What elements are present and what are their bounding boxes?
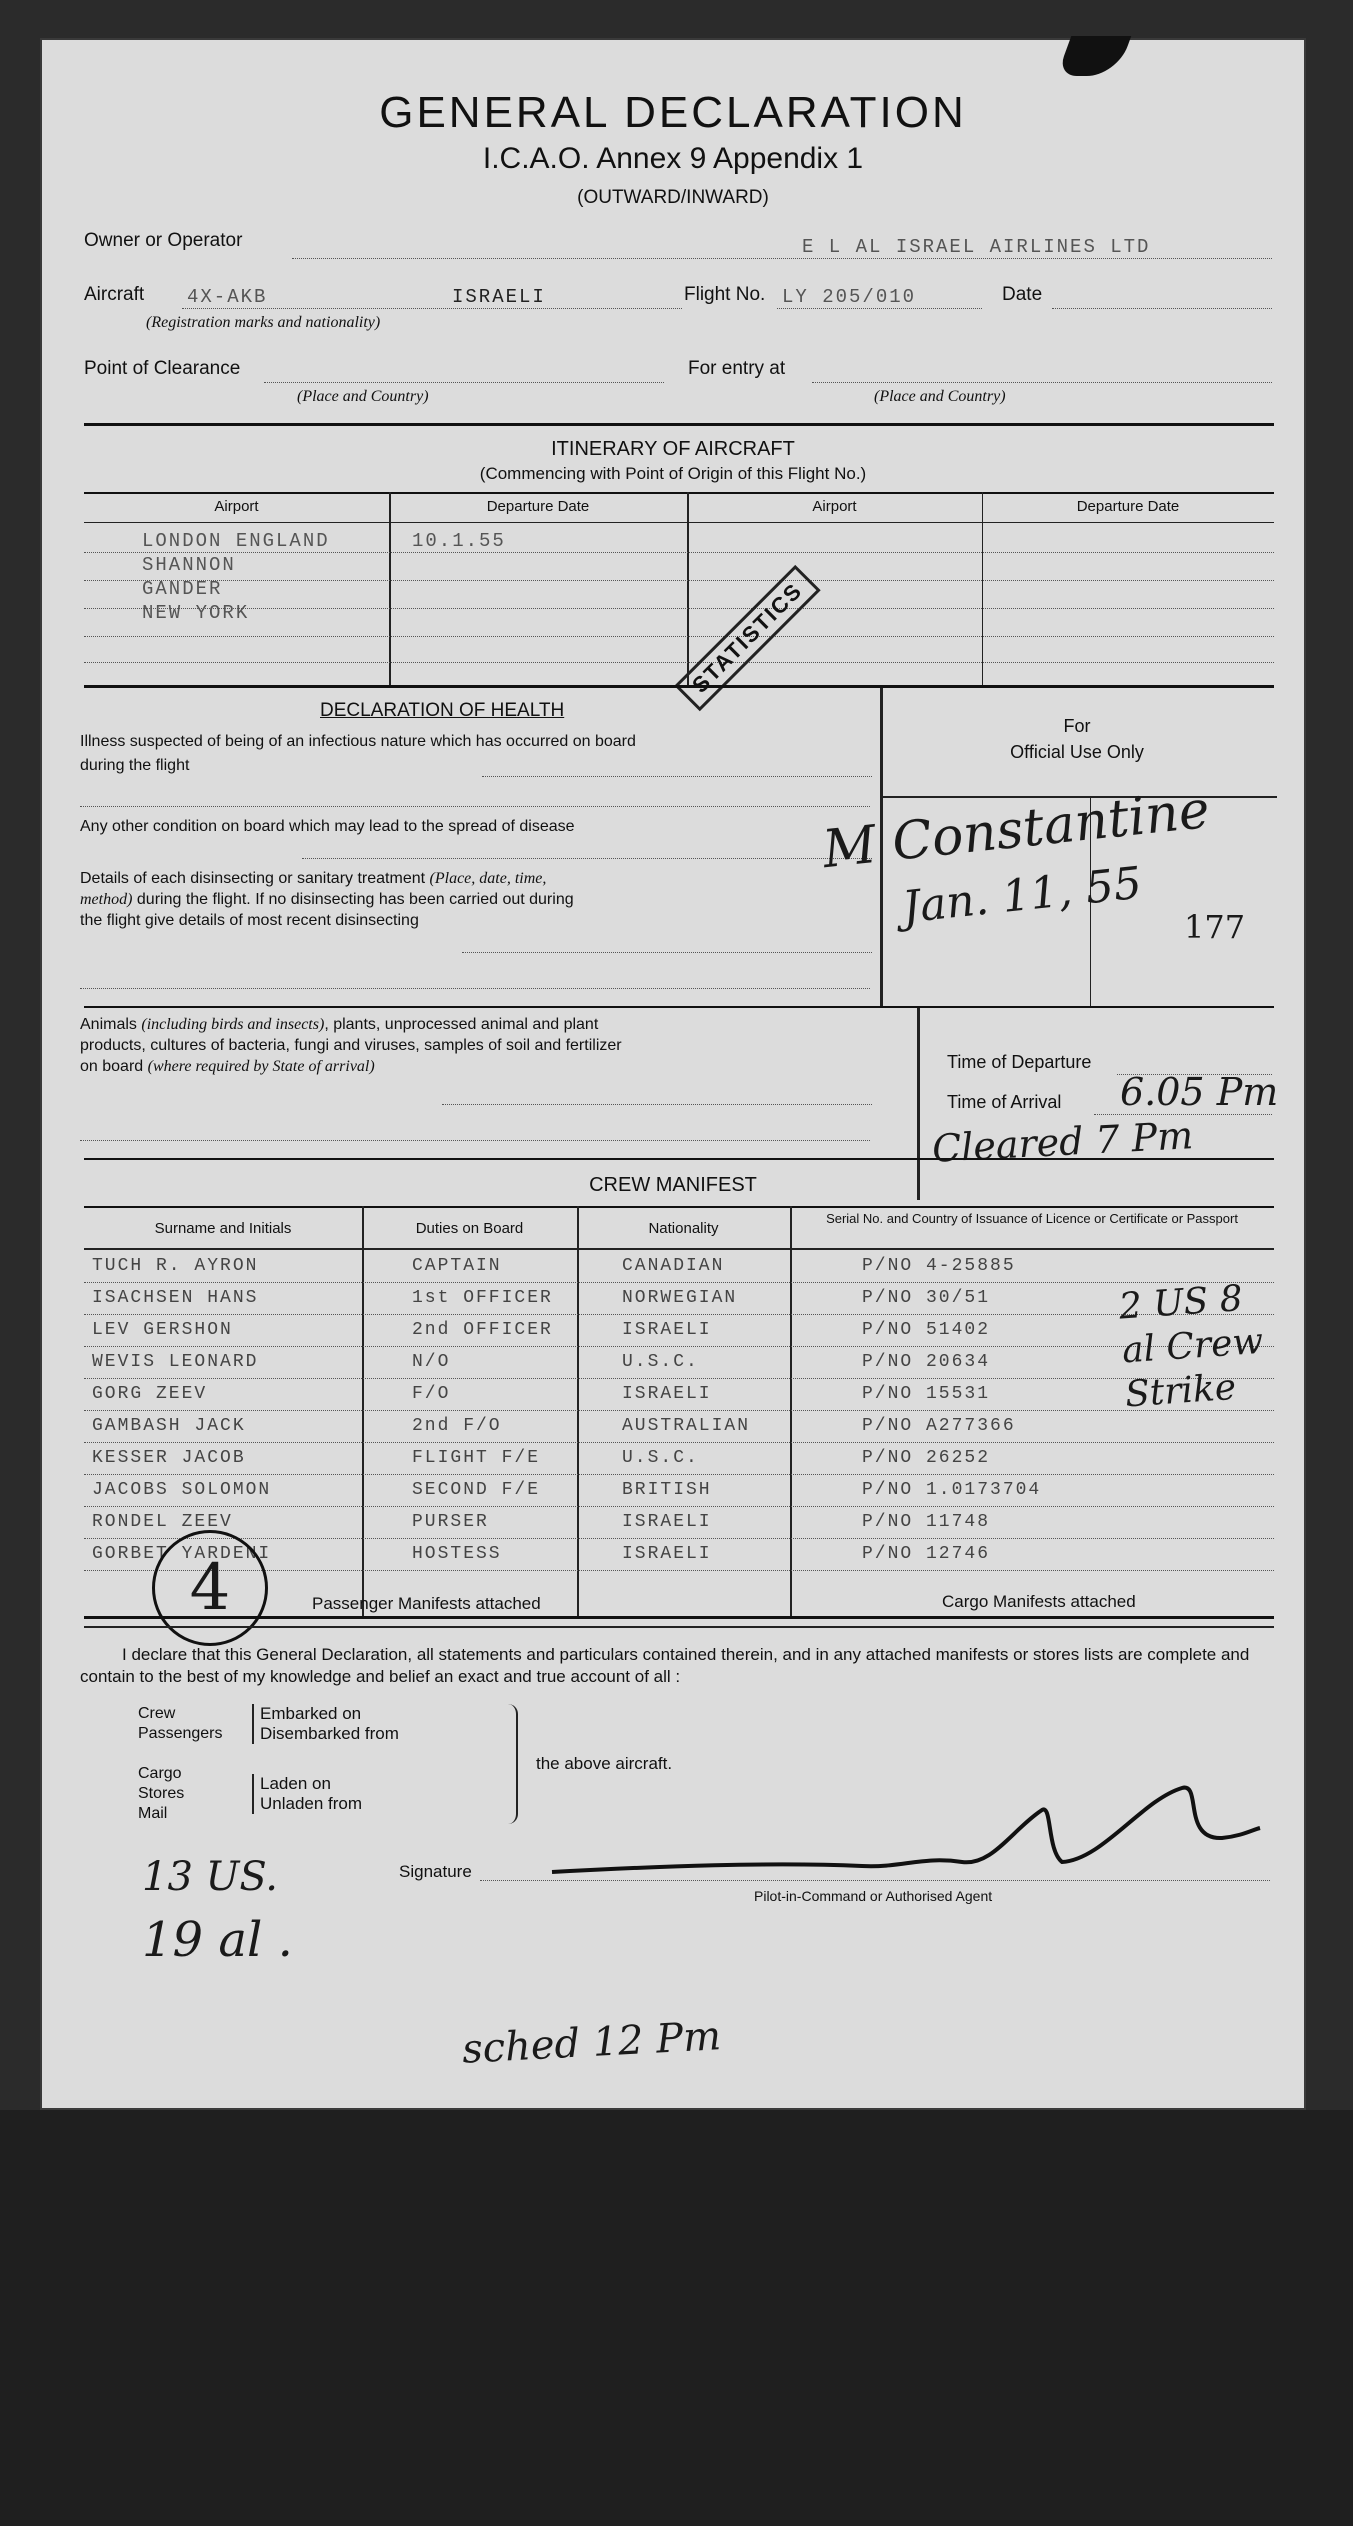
crew-duty: FLIGHT F/E [412, 1448, 541, 1468]
official-date: Jan. 11, 55 [899, 857, 1145, 934]
crew-surname: GORBET YARDENI [92, 1544, 272, 1564]
crew-surname: GORG ZEEV [92, 1384, 208, 1404]
divider [84, 1626, 1274, 1628]
crew-surname: ISACHSEN HANS [92, 1288, 259, 1308]
crew-duty: PURSER [412, 1512, 489, 1532]
crew-surname: TUCH R. AYRON [92, 1256, 259, 1276]
aircraft-label: Aircraft [84, 284, 145, 305]
crew-serial: P/NO A277366 [862, 1416, 1016, 1436]
torn-corner [1057, 36, 1132, 76]
answer-line [302, 858, 872, 859]
aircraft-reg: 4X-AKB [187, 286, 268, 308]
col-airport-2: Airport [812, 498, 857, 515]
declaration-text: I declare that this General Declaration, all statements and particulars contained therein, and in any attached manifests or stores lists are complete and contain to the best of my knowledge and belief an exact and true account of all : [80, 1645, 1250, 1686]
divider [84, 1248, 1274, 1250]
arrival-time-value: 6.05 Pm [1120, 1070, 1279, 1114]
col-surname: Surname and Initials [154, 1220, 292, 1237]
animals-c: , plants, unprocessed animal and plant products, cultures of bacteria, fungi and viruses, samples of soil and fertilizer on board [80, 1016, 622, 1075]
row-line [84, 608, 1274, 609]
passenger-manifests-label: Passenger Manifests attached [312, 1594, 541, 1613]
crew-serial: P/NO 26252 [862, 1448, 991, 1468]
entry-line [812, 382, 1272, 383]
circled-number-value: 4 [189, 1551, 231, 1625]
crew-duty: N/O [412, 1352, 451, 1372]
table-row [42, 1480, 1304, 1504]
crew-surname: JACOBS SOLOMON [92, 1480, 272, 1500]
direction-label: (OUTWARD/INWARD) [577, 187, 769, 208]
arrival-time-label: Time of Arrival [947, 1092, 1062, 1112]
row-line [84, 1314, 1274, 1315]
answer-line [442, 1104, 872, 1105]
col-nationality: Nationality [648, 1220, 719, 1237]
health-q3-c: during the flight. If no disinsecting has been carried out during the flight give details of most recent disinsecting [80, 891, 574, 929]
hand-13us: 13 US. [142, 1854, 279, 1900]
itinerary-departure-date: 10.1.55 [412, 530, 506, 552]
clearance-sub: (Place and Country) [297, 388, 429, 405]
health-q2: Any other condition on board which may lead to the spread of disease [80, 818, 575, 835]
declaration-above: the above aircraft. [536, 1754, 673, 1773]
crew-surname: WEVIS LEONARD [92, 1352, 259, 1372]
divider [84, 1206, 1274, 1208]
table-row [42, 1256, 1304, 1280]
answer-line [462, 952, 872, 953]
owner-line [292, 258, 1272, 259]
cleared-note: Cleared 7 Pm [931, 1113, 1195, 1171]
animals-b: (including birds and insects) [141, 1016, 325, 1033]
col-divider [982, 492, 983, 687]
declaration-crew-block [138, 1704, 223, 1744]
crew-serial: P/NO 20634 [862, 1352, 991, 1372]
row-line [84, 580, 1274, 581]
clearance-label: Point of Clearance [84, 358, 241, 379]
health-q3-a: Details of each disinsecting or sanitary treatment [80, 870, 426, 887]
crew-serial: P/NO 11748 [862, 1512, 991, 1532]
crew-nationality: U.S.C. [622, 1448, 699, 1468]
declaration-cargo: Cargo [138, 1765, 182, 1782]
cargo-manifests-label: Cargo Manifests attached [942, 1592, 1136, 1611]
col-departure-1: Departure Date [486, 498, 590, 515]
official-signature: M Constantine [819, 779, 1213, 881]
crew-surname: GAMBASH JACK [92, 1416, 246, 1436]
col-divider [687, 492, 689, 687]
table-row [42, 1320, 1304, 1344]
crew-serial: P/NO 4-25885 [862, 1256, 1016, 1276]
flight-label: Flight No. [684, 284, 766, 305]
date-line [1052, 308, 1272, 309]
signature-line [480, 1880, 1270, 1881]
declaration-crew: Crew [138, 1705, 176, 1722]
declaration-unladen: Unladen from [260, 1794, 363, 1813]
divider [84, 1158, 1274, 1160]
crew-nationality: U.S.C. [622, 1352, 699, 1372]
health-q3 [80, 868, 580, 931]
row-line [84, 1378, 1274, 1379]
crew-duty: F/O [412, 1384, 451, 1404]
official-sub: Official Use Only [1010, 742, 1144, 762]
row-line [84, 1282, 1274, 1283]
animals-d: (where required by State of arrival) [147, 1058, 375, 1075]
statistics-stamp: STATISTICS [674, 565, 820, 711]
answer-line [80, 988, 870, 989]
health-q3-b: (Place, date, time, method) [80, 870, 547, 908]
declaration-mail: Mail [138, 1805, 168, 1822]
declaration-embarked: Embarked on [260, 1704, 362, 1723]
declaration-passengers: Passengers [138, 1725, 223, 1742]
crew-annotation: 2 US 8 al Crew Strike [1117, 1278, 1265, 1416]
row-line [84, 1410, 1274, 1411]
col-departure-2: Departure Date [1076, 498, 1180, 515]
divider [84, 685, 1274, 688]
owner-value: E L AL ISRAEL AIRLINES LTD [802, 236, 1151, 258]
answer-line [482, 776, 872, 777]
crew-nationality: CANADIAN [622, 1256, 725, 1276]
itinerary-airport-3: GANDER [142, 578, 223, 600]
itinerary-subtitle: (Commencing with Point of Origin of this Flight No.) [479, 464, 867, 483]
col-serial: Serial No. and Country of Issuance of Licence or Certificate or Passport [826, 1211, 1238, 1226]
official-number: 177 [1184, 908, 1246, 946]
departure-time-label: Time of Departure [947, 1052, 1092, 1072]
crew-title: CREW MANIFEST [589, 1174, 757, 1196]
crew-serial: P/NO 15531 [862, 1384, 991, 1404]
crew-duty: HOSTESS [412, 1544, 502, 1564]
table-row [42, 1384, 1304, 1408]
page-title: GENERAL DECLARATION [379, 88, 967, 137]
document-page [42, 40, 1304, 2108]
signature-scrawl [542, 1770, 1262, 1880]
crew-surname: LEV GERSHON [92, 1320, 233, 1340]
aircraft-sub: (Registration marks and nationality) [146, 314, 381, 331]
owner-label: Owner or Operator [84, 230, 243, 251]
animals-a: Animals [80, 1016, 137, 1033]
bracket [508, 1704, 518, 1824]
divider [84, 1006, 1274, 1008]
official-title: For [1063, 716, 1091, 736]
crew-duty: SECOND F/E [412, 1480, 541, 1500]
crew-duty: 2nd F/O [412, 1416, 502, 1436]
itinerary-title: ITINERARY OF AIRCRAFT [551, 438, 795, 460]
declaration-disembarked: Disembarked from [260, 1724, 399, 1743]
date-label: Date [1002, 284, 1043, 305]
aircraft-nationality: ISRAELI [452, 286, 546, 308]
crew-nationality: ISRAELI [622, 1544, 712, 1564]
itinerary-airport-2: SHANNON [142, 554, 236, 576]
crew-serial: P/NO 30/51 [862, 1288, 991, 1308]
answer-line [80, 1140, 870, 1141]
entry-sub: (Place and Country) [874, 388, 1006, 405]
crew-duty: 1st OFFICER [412, 1288, 553, 1308]
flight-value: LY 205/010 [782, 286, 917, 308]
crew-nationality: NORWEGIAN [622, 1288, 738, 1308]
crew-nationality: ISRAELI [622, 1384, 712, 1404]
health-title: DECLARATION OF HEALTH [320, 700, 565, 721]
declaration-laden: Laden on [260, 1774, 331, 1793]
itinerary-airport-4: NEW YORK [142, 602, 250, 624]
row-line [84, 552, 1274, 553]
page-subtitle: I.C.A.O. Annex 9 Appendix 1 [482, 142, 864, 175]
table-row [42, 1416, 1304, 1440]
row-line [84, 1474, 1274, 1475]
signature-sub: Pilot-in-Command or Authorised Agent [754, 1888, 993, 1904]
crew-serial: P/NO 51402 [862, 1320, 991, 1340]
table-row [42, 1448, 1304, 1472]
row-line [84, 636, 1274, 637]
row-line [84, 1442, 1274, 1443]
row-line [84, 1346, 1274, 1347]
health-q1: Illness suspected of being of an infectious nature which has occurred on board during the flight [80, 733, 636, 774]
flight-line [777, 308, 982, 309]
entry-label: For entry at [688, 358, 786, 379]
crew-surname: RONDEL ZEEV [92, 1512, 233, 1532]
hand-sched: sched 12 Pm [460, 2013, 723, 2073]
row-line [84, 1506, 1274, 1507]
crew-nationality: BRITISH [622, 1480, 712, 1500]
crew-surname: KESSER JACOB [92, 1448, 246, 1468]
table-row [42, 1288, 1304, 1312]
crew-nationality: ISRAELI [622, 1512, 712, 1532]
crew-duty: CAPTAIN [412, 1256, 502, 1276]
col-duties: Duties on Board [415, 1220, 524, 1237]
col-airport-1: Airport [214, 498, 259, 515]
circled-number [152, 1530, 268, 1646]
col-divider [917, 1008, 920, 1200]
signature-label: Signature [399, 1862, 472, 1881]
row-line [84, 662, 1274, 663]
divider [84, 492, 1274, 494]
animals-text [80, 1014, 640, 1077]
crew-duty: 2nd OFFICER [412, 1320, 553, 1340]
answer-line [80, 806, 870, 807]
clearance-line [264, 382, 664, 383]
declaration-laden-block [252, 1774, 362, 1814]
background-bottom [0, 2110, 1353, 2526]
divider [84, 522, 1274, 523]
crew-serial: P/NO 12746 [862, 1544, 991, 1564]
crew-nationality: AUSTRALIAN [622, 1416, 751, 1436]
declaration-stores: Stores [138, 1785, 185, 1802]
divider [84, 423, 1274, 426]
crew-nationality: ISRAELI [622, 1320, 712, 1340]
declaration-cargo-block [138, 1764, 184, 1824]
col-divider [389, 492, 391, 687]
aircraft-line [182, 308, 682, 309]
itinerary-airport-1: LONDON ENGLAND [142, 530, 330, 552]
table-row [42, 1352, 1304, 1376]
crew-serial: P/NO 1.0173704 [862, 1480, 1042, 1500]
declaration-embark-block [252, 1704, 399, 1744]
hand-19al: 19 al . [142, 1912, 293, 1968]
